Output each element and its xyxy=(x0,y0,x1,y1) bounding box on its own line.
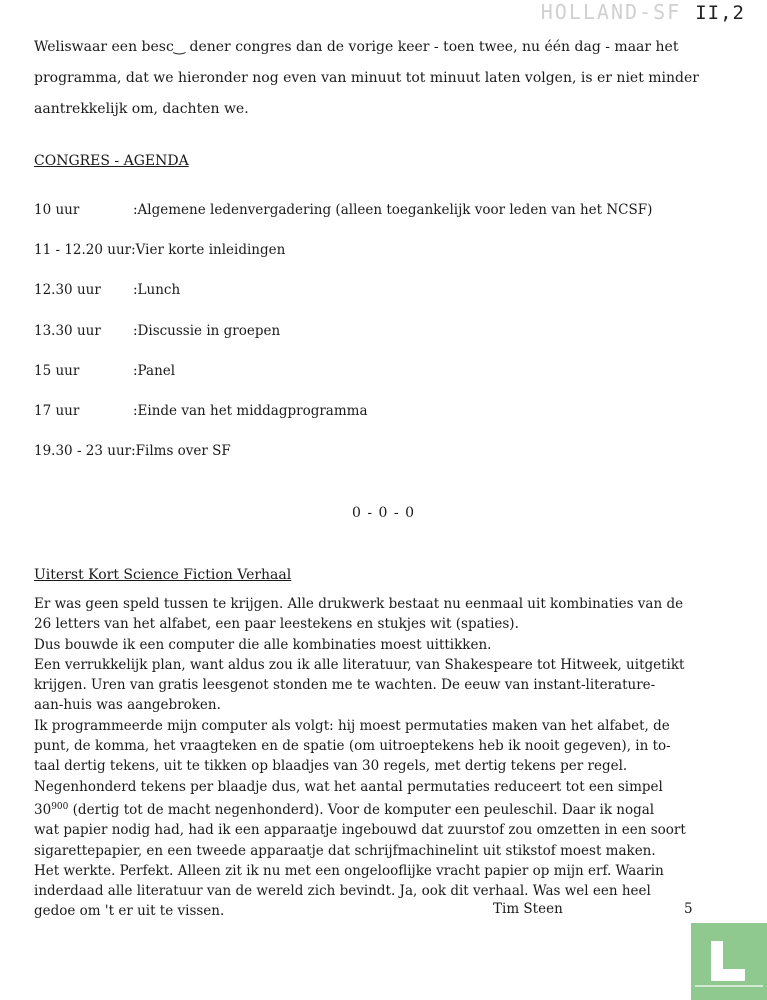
story-line: 26 letters van het alfabet, een paar leestekens en stukjes wit (spaties). xyxy=(34,616,519,633)
agenda-item xyxy=(34,323,714,363)
page-number: 5 xyxy=(684,901,693,917)
power-base: 30 xyxy=(34,801,52,818)
story-line: Een verrukkelijk plan, want aldus zou ik alle literatuur, van Shakespeare tot Hitweek, uitgetikt xyxy=(34,656,685,673)
story-line-power xyxy=(34,797,724,820)
story-line: wat papier nodig had, had ik een apparaatje ingebouwd dat zuurstof zou omzetten in een soort xyxy=(34,822,686,839)
agenda-desc: :Panel xyxy=(133,362,176,379)
story-line: punt, de komma, het vraagteken en de spatie (om uitroeptekens heb ik nooit gegeven), in to- xyxy=(34,738,671,755)
agenda-time: 19.30 - 23 uur xyxy=(34,443,132,460)
agenda-time: 17 uur xyxy=(34,402,80,419)
header-title xyxy=(541,0,745,24)
intro-paragraph xyxy=(34,32,714,125)
agenda-time: 11 - 12.20 uur xyxy=(34,242,132,259)
story-author: Tim Steen xyxy=(493,901,563,917)
agenda-title: CONGRES - AGENDA xyxy=(34,153,189,169)
agenda-desc: :Films over SF xyxy=(131,443,231,460)
agenda-time: 15 uur xyxy=(34,362,80,379)
agenda-time: 12.30 uur xyxy=(34,282,101,299)
story-line: taal dertig tekens, uit te tikken op blaadjes van 30 regels, met dertig tekens per regel. xyxy=(34,758,628,775)
story-line: Dus bouwde ik een computer die alle kombinaties moest uittikken. xyxy=(34,636,492,653)
story-line: sigarettepapier, en een tweede apparaatje dat schrijfmachinelint uit stikstof moest maken. xyxy=(34,842,656,859)
agenda-item xyxy=(34,242,714,282)
story-line: gedoe om 't er uit te vissen. xyxy=(34,903,225,920)
header-magazine-name: HOLLAND-SF xyxy=(540,0,682,24)
agenda-time: 10 uur xyxy=(34,202,80,218)
header-issue: II,2 xyxy=(695,2,745,24)
intro-line: Weliswaar een besc‿ dener congres dan de vorige keer - toen twee, nu één dag - maar het xyxy=(34,39,679,55)
agenda-item xyxy=(34,403,714,443)
intro-line: programma, dat we hieronder nog even van minuut tot minuut laten volgen, is er niet minder xyxy=(34,70,699,86)
lastdodo-logo-icon xyxy=(691,923,767,1000)
story-line: inderdaad alle literatuur van de wereld zich bevindt. Ja, ook dit verhaal. Was wel een heel xyxy=(34,883,651,900)
logo-graphic xyxy=(691,923,767,1000)
story-line: Er was geen speld tussen te krijgen. Alle drukwerk bestaat nu eenmaal uit kombinaties van de xyxy=(34,596,684,612)
agenda-desc: :Vier korte inleidingen xyxy=(131,242,286,259)
story-line: krijgen. Uren van gratis leesgenot stonden me te wachten. De eeuw van instant-literature- xyxy=(34,677,656,694)
agenda-item xyxy=(34,202,714,242)
power-rest: (dertig tot de macht negenhonderd). Voor de komputer een peuleschil. Daar ik nogal xyxy=(68,801,655,818)
agenda-item xyxy=(34,443,714,483)
agenda-item xyxy=(34,282,714,322)
agenda-list xyxy=(34,202,714,483)
agenda-time: 13.30 uur xyxy=(34,322,101,339)
section-divider: 0 - 0 - 0 xyxy=(352,505,415,521)
power-exponent: 900 xyxy=(51,801,69,812)
story-body xyxy=(34,594,724,922)
story-title: Uiterst Kort Science Fiction Verhaal xyxy=(34,567,292,583)
intro-line: aantrekkelijk om, dachten we. xyxy=(34,101,249,117)
agenda-item xyxy=(34,363,714,403)
agenda-desc: :Algemene ledenvergadering (alleen toegankelijk voor leden van het NCSF) xyxy=(133,202,653,218)
story-line: Het werkte. Perfekt. Alleen zit ik nu met een ongelooflijke vracht papier op mijn erf. Waarin xyxy=(34,862,664,879)
agenda-desc: :Lunch xyxy=(133,282,181,299)
agenda-desc: :Discussie in groepen xyxy=(133,322,281,339)
story-line: Ik programmeerde mijn computer als volgt: hij moest permutaties maken van het alfabet, de xyxy=(34,717,670,734)
story-line: aan-huis was aangebroken. xyxy=(34,697,221,714)
story-line: Negenhonderd tekens per blaadje dus, wat het aantal permutaties reduceert tot een simpel xyxy=(34,778,663,795)
agenda-desc: :Einde van het middagprogramma xyxy=(133,402,368,419)
